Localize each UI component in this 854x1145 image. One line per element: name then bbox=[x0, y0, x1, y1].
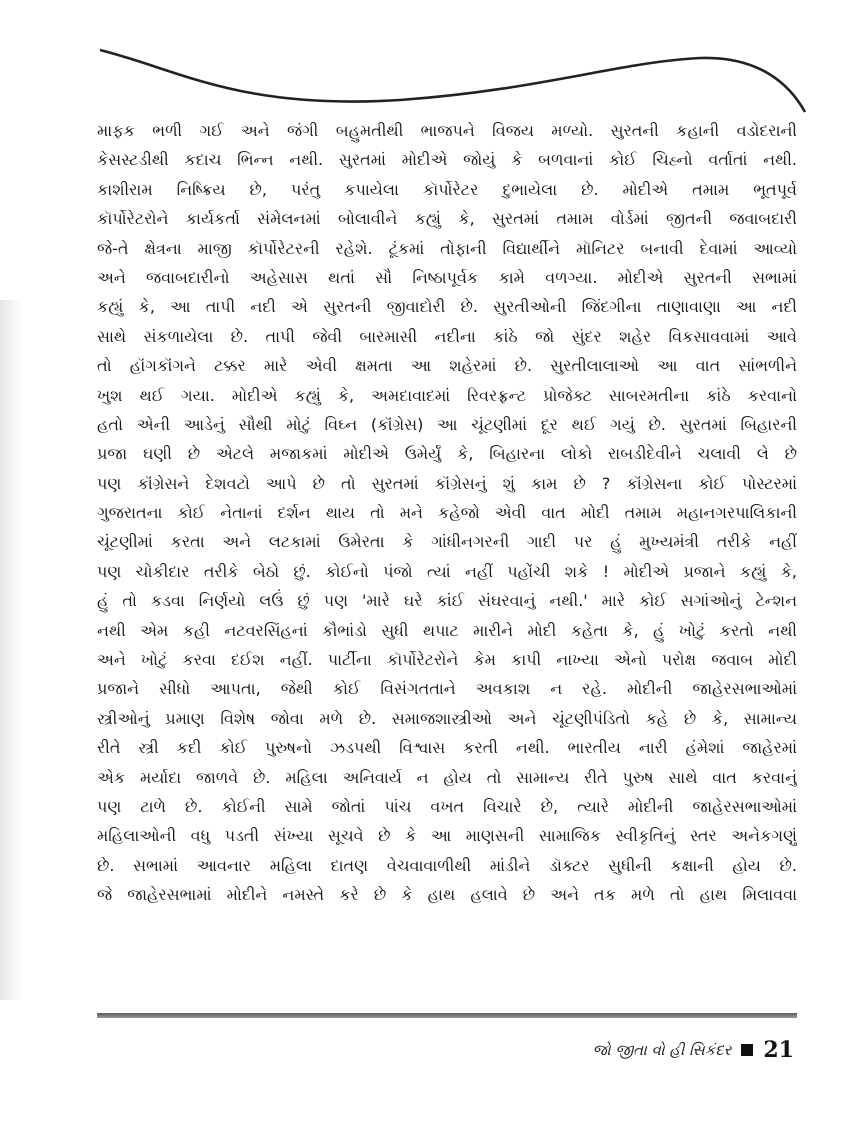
body-text bbox=[97, 116, 797, 910]
text-line: કૉર્પોરેટરોને કાર્યકર્તા સંમેલનમાં બોલાવીને કહ્યું કે, સુરતમાં તમામ વોર્ડમાં જીતની જવાબદારી bbox=[97, 209, 797, 229]
text-line: પણ ટાળે છે. કોઈની સામે જોતાં પાંચ વખત વિચારે છે, ત્યારે મોદીની જાહેરસભાઓમાં bbox=[97, 796, 797, 816]
page-footer bbox=[593, 1036, 794, 1064]
text-line: કેસસ્ટડીથી કદાચ ભિન્ન નથી. સુરતમાં મોદીએ જોયું કે બળવાનાં કોઈ ચિહ્નો વર્તાતાં નથી. bbox=[97, 150, 797, 170]
text-line: તો હૉંગકૉંગને ટક્કર મારે એવી ક્ષમતા આ શહેરમાં છે. સુરતીલાલાઓ આ વાત સાંભળીને bbox=[97, 356, 797, 376]
text-line: પ્રજાને સીધો આપતા, જેથી કોઈ વિસંગતતાને અવકાશ ન રહે. મોદીની જાહેરસભાઓમાં bbox=[97, 679, 797, 699]
black-square-icon bbox=[741, 1044, 753, 1056]
text-line: અને ખોટું કરવા દઈશ નહીં. પાર્ટીના કૉર્પોરેટરોને કેમ કાપી નાખ્યા એનો પરોક્ષ જવાબ મોદી bbox=[97, 650, 797, 670]
text-line: એક મર્યાદા જાળવે છે. મહિલા અનિવાર્ય ન હોય તો સામાન્ય રીતે પુરુષ સાથે વાત કરવાનું bbox=[97, 767, 797, 787]
text-line: મહિલાઓની વધુ પડતી સંખ્યા સૂચવે છે કે આ માણસની સામાજિક સ્વીકૃતિનું સ્તર અનેકગણું bbox=[97, 826, 797, 846]
text-line: હું તો કડવા નિર્ણયો લઉં છું પણ 'મારે ઘરે કાંઈ સંઘરવાનું નથી.' મારે કોઈ સગાંઓનું ટેન્શન bbox=[97, 591, 797, 611]
text-line: રીતે સ્ત્રી કદી કોઈ પુરુષનો ઝડપથી વિશ્વાસ કરતી નથી. ભારતીય નારી હંમેશાં જાહેરમાં bbox=[97, 738, 797, 758]
text-line: ચૂંટણીમાં કરતા અને લટકામાં ઉમેરતા કે ગાંધીનગરની ગાદી પર હું મુખ્યમંત્રી તરીકે નહીં bbox=[97, 532, 797, 552]
page-number: 21 bbox=[763, 1037, 794, 1063]
text-line: જે જાહેરસભામાં મોદીને નમસ્તે કરે છે કે હાથ હલાવે છે અને તક મળે તો હાથ મિલાવવા bbox=[97, 885, 797, 905]
page-edge-shadow bbox=[0, 300, 22, 1000]
text-line: પણ ચોકીદાર તરીકે બેઠો છું. કોઈનો પંજો ત્યાં નહીં પહોંચી શકે ! મોદીએ પ્રજાને કહ્યું કે, bbox=[97, 561, 797, 581]
text-line: સ્ત્રીઓનું પ્રમાણ વિશેષ જોવા મળે છે. સમાજશાસ્ત્રીઓ અને ચૂંટણીપંડિતો કહે છે કે, સામાન્ય bbox=[97, 708, 797, 728]
decorative-wave-line bbox=[0, 0, 854, 120]
text-line: પણ કૉંગ્રેસને દેશવટો આપે છે તો સુરતમાં કૉંગ્રેસનું શું કામ છે ? કૉંગ્રેસના કોઈ પોસ્ટરમાં bbox=[97, 473, 797, 493]
text-line: માફક ભળી ગઈ અને જંગી બહુમતીથી ભાજપને વિજય મળ્યો. સુરતની કહાની વડોદરાની bbox=[97, 121, 797, 140]
text-line: સાથે સંકળાયેલા છે. તાપી જેવી બારમાસી નદીના કાંઠે જો સુંદર શહેર વિકસાવવામાં આવે bbox=[97, 326, 797, 346]
text-line: ખુશ થઈ ગયા. મોદીએ કહ્યું કે, અમદાવાદમાં રિવરફ્રન્ટ પ્રોજેક્ટ સાબરમતીના કાંઠે કરવાનો bbox=[97, 385, 797, 405]
text-line: કાશીરામ નિષ્ક્રિય છે, પરંતુ કપાયેલા કૉર્પોરેટર દુભાયેલા છે. મોદીએ તમામ ભૂતપૂર્વ bbox=[97, 179, 797, 199]
text-line: જે-તે ક્ષેત્રના માજી કૉર્પોરેટરની રહેશે. ટૂંકમાં તોફાની વિદ્યાર્થીને મૉનિટર બનાવી દેવામાં આવ્યો bbox=[97, 238, 797, 258]
text-line: ગુજરાતના કોઈ નેતાનાં દર્શન થાય તો મને કહેજો એવી વાત મોદી તમામ મહાનગરપાલિકાની bbox=[97, 503, 797, 523]
footer-rule bbox=[97, 1013, 797, 1018]
text-line: અને જવાબદારીનો અહેસાસ થતાં સૌ નિષ્ઠાપૂર્વક કામે વળગ્યા. મોદીએ સુરતની સભામાં bbox=[97, 267, 797, 287]
text-line: પ્રજા ઘણી છે એટલે મજાકમાં મોદીએ ઉમેર્યું કે, બિહારના લોકો રાબડીદેવીને ચલાવી લે છે bbox=[97, 444, 797, 464]
text-line: હતો એની આડેનું સૌથી મોટું વિઘ્ન (કૉંગ્રેસ) આ ચૂંટણીમાં દૂર થઈ ગયું છે. સુરતમાં બિહારની bbox=[97, 414, 797, 434]
text-line: છે. સભામાં આવનાર મહિલા દાતણ વેચવાવાળીથી માંડીને ડૉક્ટર સુધીની કક્ષાની હોય છે. bbox=[97, 855, 797, 875]
text-line: નથી એમ કહી નટવરસિંહનાં કૌભાંડો સુધી થપાટ મારીને મોદી કહેતા કે, હું ખોટું કરતો નથી bbox=[97, 620, 797, 640]
running-title: જો જીતા વો હી સિકંદર bbox=[592, 1041, 732, 1059]
text-line: કહ્યું કે, આ તાપી નદી એ સુરતની જીવાદોરી છે. સુરતીઓની જિંદગીના તાણાવાણા આ નદી bbox=[97, 297, 797, 317]
